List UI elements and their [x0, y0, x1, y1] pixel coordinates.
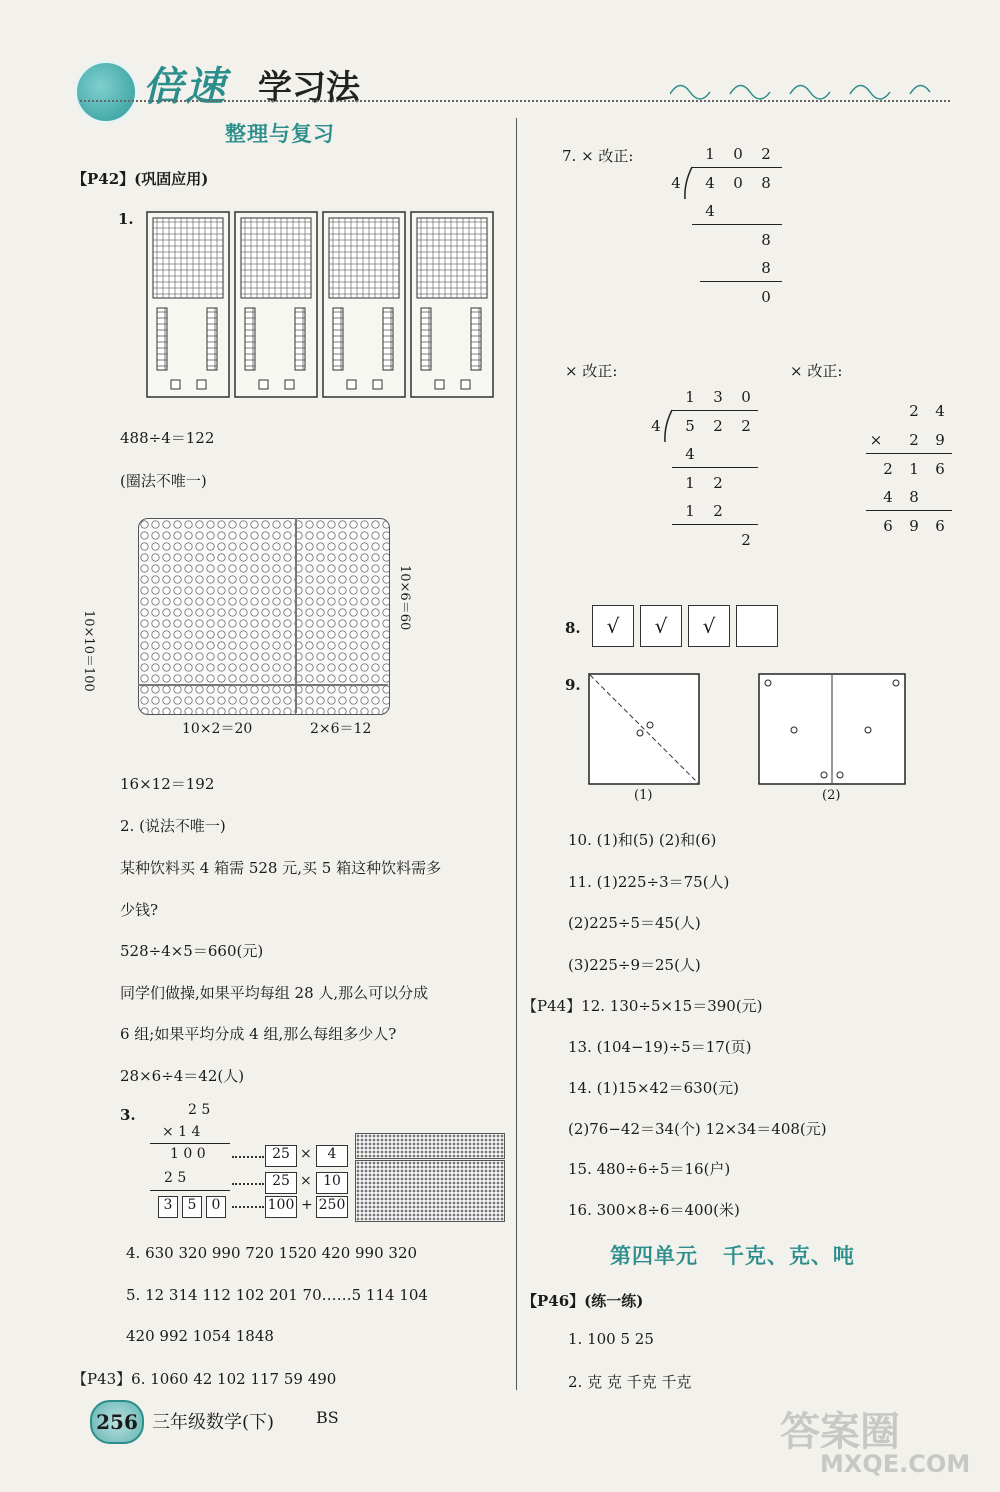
q3-box-250: 250 — [316, 1196, 348, 1218]
question-5-row-2: 420 992 1054 1848 — [126, 1327, 274, 1345]
div2-dividend-2: 2 — [713, 417, 723, 435]
dot-array-bottom-right-label: 2×6＝12 — [310, 721, 372, 737]
div2-step-3a: 1 — [685, 502, 695, 520]
decorative-loops-icon — [670, 78, 950, 102]
mul-r1-1: 2 — [883, 460, 893, 478]
div2-dividend-1: 5 — [685, 417, 695, 435]
q2-line-3: 528÷4×5＝660(元) — [120, 942, 264, 960]
div2-rule-2 — [672, 524, 758, 525]
q3-dotted-link-1 — [232, 1156, 264, 1158]
q3-dot-grid-large — [355, 1160, 505, 1222]
question-13: 13. (104−19)÷5＝17(页) — [568, 1038, 752, 1056]
q2-line-4: 同学们做操,如果平均每组 28 人,那么可以分成 — [120, 984, 429, 1002]
div2-divisor: 4 — [651, 417, 661, 435]
question-3-label: 3. — [120, 1106, 136, 1124]
dot-array-bottom-left-label: 10×2＝20 — [182, 721, 253, 737]
div2-step-2b: 2 — [713, 474, 723, 492]
q8-box-1: √ — [592, 605, 634, 647]
div1-step-2: 8 — [761, 231, 771, 249]
question-5-row-1: 5. 12 314 112 102 201 70……5 114 104 — [126, 1286, 428, 1304]
q8-box-2: √ — [640, 605, 682, 647]
page-number: 256 — [90, 1400, 144, 1444]
q3-rule-2 — [150, 1190, 230, 1191]
question-15: 15. 480÷6÷5＝16(户) — [568, 1160, 731, 1178]
div1-step-3: 8 — [761, 259, 771, 277]
div2-rule-1 — [672, 467, 758, 468]
q8-box-4 — [736, 605, 778, 647]
q3-answer-box-1: 3 — [158, 1196, 178, 1218]
div1-dividend-3: 8 — [761, 174, 771, 192]
dot-array-right-label: 10×6＝60 — [397, 565, 412, 631]
div2-bracket-top — [672, 410, 758, 411]
question-14-b: (2)76−42＝34(个) 12×34＝408(元) — [568, 1120, 827, 1138]
question-9-label: 9. — [565, 676, 581, 694]
div1-step-1: 4 — [705, 202, 715, 220]
question-11-c: (3)225÷9＝25(人) — [568, 956, 701, 974]
question-2-label: 2. (说法不唯一) — [120, 817, 226, 835]
unit-title: 第四单元 千克、克、吨 — [610, 1244, 855, 1268]
q3-rule-1 — [150, 1143, 230, 1144]
q3-dot-grid-small — [355, 1133, 505, 1159]
q3-multiplier: × 1 4 — [162, 1124, 201, 1140]
practice-1: 1. 100 5 25 — [568, 1330, 654, 1348]
brand-title: 倍速 — [143, 64, 227, 110]
q3-partial-1: 1 0 0 — [170, 1146, 206, 1162]
question-14-a: 14. (1)15×42＝630(元) — [568, 1079, 739, 1097]
mul-r1-3: 6 — [935, 460, 945, 478]
div1-quotient-2: 0 — [733, 145, 743, 163]
mul-top-2: 4 — [935, 402, 945, 420]
mul-rule-2 — [866, 510, 952, 511]
q7-second-label: × 改正: — [565, 362, 618, 380]
div1-quotient-1: 1 — [705, 145, 715, 163]
question-10: 10. (1)和(5) (2)和(6) — [568, 831, 717, 849]
mul-r3-3: 6 — [935, 517, 945, 535]
div1-divisor: 4 — [671, 174, 681, 192]
q7-third-label: × 改正: — [790, 362, 843, 380]
div2-step-3b: 2 — [713, 502, 723, 520]
question-1-label: 1. — [118, 210, 134, 228]
q2-line-5: 6 组;如果平均分成 4 组,那么每组多少人? — [120, 1025, 397, 1043]
question-16: 16. 300×8÷6＝400(米) — [568, 1201, 740, 1219]
mul-times-sign: × — [869, 431, 883, 449]
q3-times-2: × — [300, 1173, 312, 1189]
div2-remainder: 2 — [741, 531, 751, 549]
dot-array-horizontal-split — [138, 684, 388, 686]
book-edition: BS — [316, 1408, 339, 1427]
q3-plus: + — [301, 1197, 313, 1213]
q3-answer-box-3: 0 — [206, 1196, 226, 1218]
q3-dotted-link-2 — [232, 1183, 264, 1185]
q1-note: (圈法不唯一) — [120, 472, 207, 490]
brand-subtitle: 学习法 — [258, 68, 360, 108]
div1-rule-2 — [700, 281, 782, 282]
q9-figure-1 — [588, 673, 702, 787]
q3-box-25b: 25 — [265, 1172, 297, 1194]
question-7-label: 7. × 改正: — [562, 147, 634, 165]
mul-r2-1: 4 — [883, 488, 893, 506]
question-6: 【P43】6. 1060 42 102 117 59 490 — [72, 1370, 337, 1388]
base-ten-blocks-figure — [145, 210, 500, 400]
page-ref-p42: 【P42】(巩固应用) — [72, 170, 209, 188]
question-4: 4. 630 320 990 720 1520 420 990 320 — [126, 1244, 418, 1262]
q1-equation-2: 16×12＝192 — [120, 775, 215, 793]
q9-figure-2 — [758, 673, 908, 787]
question-11-b: (2)225÷5＝45(人) — [568, 914, 701, 932]
div1-bracket-top — [692, 167, 782, 168]
q3-box-4: 4 — [316, 1145, 348, 1167]
q3-times-1: × — [300, 1146, 312, 1162]
mul-r1-2: 1 — [909, 460, 919, 478]
div1-quotient-3: 2 — [761, 145, 771, 163]
question-11-a: 11. (1)225÷3＝75(人) — [568, 873, 730, 891]
q3-answer-box-2: 5 — [182, 1196, 202, 1218]
watermark-text: 答案圈 — [780, 1409, 900, 1455]
question-12: 【P44】12. 130÷5×15＝390(元) — [522, 997, 763, 1015]
question-8-label: 8. — [565, 619, 581, 637]
q3-partial-2: 2 5 — [164, 1170, 187, 1186]
div1-dividend-2: 0 — [733, 174, 743, 192]
brand-logo-icon — [74, 60, 138, 124]
q2-line-6: 28×6÷4＝42(人) — [120, 1067, 245, 1085]
q1-equation-1: 488÷4＝122 — [120, 429, 215, 447]
div2-quotient-2: 3 — [713, 388, 723, 406]
div1-remainder: 0 — [761, 288, 771, 306]
mul-bottom-2: 9 — [935, 431, 945, 449]
q3-box-10: 10 — [316, 1172, 348, 1194]
div2-quotient-1: 1 — [685, 388, 695, 406]
column-divider — [516, 118, 517, 1390]
div1-dividend-1: 4 — [705, 174, 715, 192]
q3-box-25a: 25 — [265, 1145, 297, 1167]
q2-line-2: 少钱? — [120, 901, 159, 919]
mul-top-1: 2 — [909, 402, 919, 420]
div2-dividend-3: 2 — [741, 417, 751, 435]
page-ref-p46: 【P46】(练一练) — [522, 1292, 644, 1310]
q8-box-3: √ — [688, 605, 730, 647]
mul-bottom-1: 2 — [909, 431, 919, 449]
q3-dotted-link-3 — [232, 1206, 264, 1208]
div1-rule-1 — [692, 224, 782, 225]
mul-r2-2: 8 — [909, 488, 919, 506]
div2-step-1: 4 — [685, 445, 695, 463]
section-title: 整理与复习 — [225, 122, 335, 146]
practice-2: 2. 克 克 千克 千克 — [568, 1373, 692, 1391]
mul-r3-1: 6 — [883, 517, 893, 535]
book-title: 三年级数学(下) — [152, 1412, 275, 1433]
div2-quotient-3: 0 — [741, 388, 751, 406]
q3-multiplicand: 2 5 — [188, 1102, 211, 1118]
mul-r3-2: 9 — [909, 517, 919, 535]
mul-rule-1 — [866, 453, 952, 454]
div2-step-2a: 1 — [685, 474, 695, 492]
q2-line-1: 某种饮料买 4 箱需 528 元,买 5 箱这种饮料需多 — [120, 859, 442, 877]
watermark-url: MXQE.COM — [820, 1450, 971, 1478]
dot-array-left-label: 10×10＝100 — [81, 610, 96, 692]
q9-caption-2: (2) — [822, 788, 841, 803]
q9-caption-1: (1) — [634, 788, 653, 803]
q3-box-100: 100 — [265, 1196, 297, 1218]
